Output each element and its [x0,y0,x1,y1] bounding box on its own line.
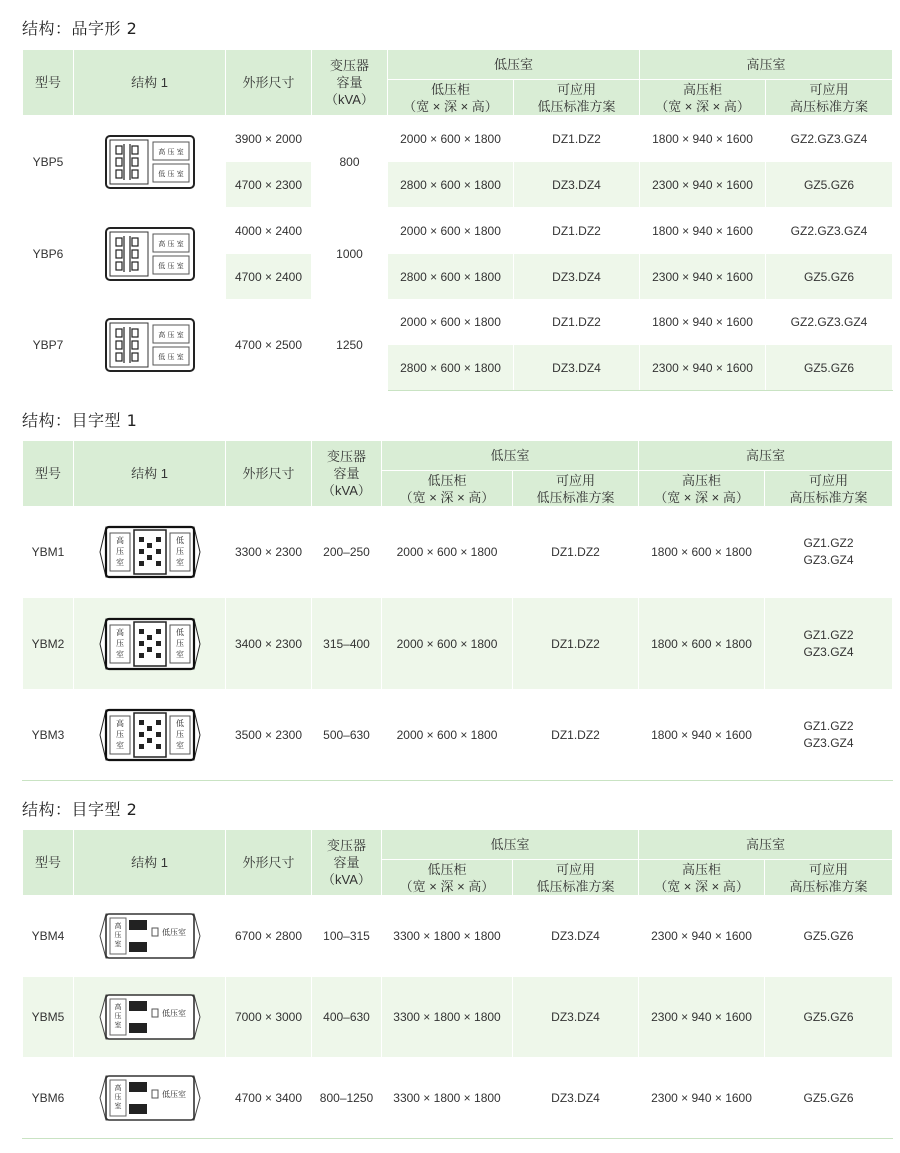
structure-diagram [74,116,226,208]
high-cabinet-cell: 2300 × 940 × 1600 [639,896,765,977]
structure-diagram [74,507,226,598]
spec-table-muzixing-1 [22,440,893,781]
muzi2-layout-diagram [98,1072,202,1124]
table-row [23,598,893,690]
header-low-scheme: 可应用 低压标准方案 [513,860,639,896]
high-scheme-cell: GZ2.GZ3.GZ4 [766,300,893,345]
high-cabinet-cell: 1800 × 940 × 1600 [640,300,766,345]
low-scheme-cell: DZ3.DZ4 [514,162,640,208]
svg-text:高压室: 高压室 [115,536,124,567]
model-cell: YBM1 [23,507,74,598]
high-cabinet-cell: 1800 × 940 × 1600 [640,208,766,254]
header-high-cabinet: 高压柜 （宽 × 深 × 高） [639,471,765,507]
high-scheme-cell: GZ1.GZ2 GZ3.GZ4 [765,598,893,690]
low-cabinet-cell: 2800 × 600 × 1800 [388,345,514,391]
header-model: 型号 [23,830,74,896]
header-high-room: 高压室 [640,50,893,80]
svg-text:低压室: 低压室 [175,627,184,659]
capacity-cell: 100–315 [312,896,382,977]
muzi-layout-diagram [98,704,202,766]
low-scheme-cell: DZ1.DZ2 [514,300,640,345]
header-model: 型号 [23,441,74,507]
header-high-scheme: 可应用 高压标准方案 [765,860,893,896]
svg-text:高 压 室: 高 压 室 [157,331,184,339]
structure-diagram [74,977,226,1058]
dimension-cell: 3300 × 2300 [226,507,312,598]
low-cabinet-cell: 3300 × 1800 × 1800 [382,977,513,1058]
header-dimensions: 外形尺寸 [226,50,312,116]
header-structure: 结构 1 [74,441,226,507]
header-low-cabinet: 低压柜 （宽 × 深 × 高） [388,80,514,116]
header-capacity: 变压器 容量 （kVA） [312,830,382,896]
svg-text:高 压 室: 高 压 室 [157,147,184,156]
dimension-cell: 4700 × 2400 [226,254,312,300]
header-low-scheme: 可应用 低压标准方案 [514,80,640,116]
header-low-room: 低压室 [382,441,639,471]
high-cabinet-cell: 1800 × 940 × 1600 [639,690,765,781]
capacity-cell: 800–1250 [312,1058,382,1139]
svg-text:低压室: 低压室 [161,928,186,937]
high-cabinet-cell: 2300 × 940 × 1600 [640,162,766,208]
high-cabinet-cell: 2300 × 940 × 1600 [639,1058,765,1139]
high-scheme-cell: GZ1.GZ2 GZ3.GZ4 [765,507,893,598]
model-cell: YBM2 [23,598,74,690]
dimension-cell: 7000 × 3000 [226,977,312,1058]
table-row [23,690,893,781]
table-row [23,1058,893,1139]
structure-diagram [74,1058,226,1139]
structure-diagram [74,300,226,391]
svg-text:低压室: 低压室 [175,536,184,567]
capacity-cell: 315–400 [312,598,382,690]
low-cabinet-cell: 3300 × 1800 × 1800 [382,896,513,977]
svg-text:低压室: 低压室 [175,719,184,750]
dimension-cell: 4700 × 3400 [226,1058,312,1139]
low-cabinet-cell: 2800 × 600 × 1800 [388,162,514,208]
table-row [23,208,893,254]
high-cabinet-cell: 2300 × 940 × 1600 [640,345,766,391]
spec-table-muzixing-2 [22,829,893,1139]
high-scheme-cell: GZ5.GZ6 [766,254,893,300]
high-scheme-cell: GZ5.GZ6 [765,896,893,977]
model-cell: YBP5 [23,116,74,208]
high-scheme-cell: GZ2.GZ3.GZ4 [766,208,893,254]
header-model: 型号 [23,50,74,116]
low-cabinet-cell: 3300 × 1800 × 1800 [382,1058,513,1139]
low-cabinet-cell: 2000 × 600 × 1800 [382,507,513,598]
muzi-layout-diagram [98,521,202,583]
low-scheme-cell: DZ1.DZ2 [514,208,640,254]
structure-diagram [74,598,226,690]
header-capacity: 变压器 容量 （kVA） [312,441,382,507]
high-cabinet-cell: 2300 × 940 × 1600 [640,254,766,300]
svg-text:低压室: 低压室 [161,1009,186,1018]
section-title-muzixing-2: 结构：目字型 2 [22,800,138,819]
structure-diagram [74,896,226,977]
low-cabinet-cell: 2000 × 600 × 1800 [382,690,513,781]
capacity-cell: 400–630 [312,977,382,1058]
dimension-cell: 3500 × 2300 [226,690,312,781]
header-high-scheme: 可应用 高压标准方案 [766,80,893,116]
header-structure: 结构 1 [74,830,226,896]
low-cabinet-cell: 2000 × 600 × 1800 [382,598,513,690]
dimension-cell: 6700 × 2800 [226,896,312,977]
header-dimensions: 外形尺寸 [226,441,312,507]
svg-text:高压室: 高压室 [115,719,124,750]
capacity-cell: 200–250 [312,507,382,598]
low-scheme-cell: DZ3.DZ4 [513,896,639,977]
svg-text:高压室: 高压室 [114,922,121,948]
low-scheme-cell: DZ1.DZ2 [513,690,639,781]
section-title-pinzixing: 结构：品字形 2 [22,19,138,38]
structure-diagram [74,690,226,781]
dimension-cell: 3400 × 2300 [226,598,312,690]
capacity-cell: 800 [312,116,388,208]
dimension-cell: 4700 × 2500 [226,300,312,391]
header-high-room: 高压室 [639,830,893,860]
svg-text:低 压 室: 低 压 室 [157,353,184,361]
header-low-cabinet: 低压柜 （宽 × 深 × 高） [382,860,513,896]
low-scheme-cell: DZ3.DZ4 [514,345,640,391]
svg-text:高压室: 高压室 [114,1084,121,1110]
spec-table-pinzixing [22,49,893,391]
svg-text:高压室: 高压室 [115,627,124,659]
low-scheme-cell: DZ1.DZ2 [514,116,640,162]
structure-diagram [74,208,226,300]
capacity-cell: 500–630 [312,690,382,781]
low-cabinet-cell: 2000 × 600 × 1800 [388,116,514,162]
low-cabinet-cell: 2000 × 600 × 1800 [388,208,514,254]
model-cell: YBM6 [23,1058,74,1139]
low-scheme-cell: DZ1.DZ2 [513,598,639,690]
svg-text:低 压 室: 低 压 室 [157,261,184,270]
low-scheme-cell: DZ3.DZ4 [514,254,640,300]
header-high-cabinet: 高压柜 （宽 × 深 × 高） [640,80,766,116]
pinzi-layout-diagram [104,132,196,192]
header-capacity: 变压器 容量 （kVA） [312,50,388,116]
model-cell: YBP6 [23,208,74,300]
header-low-room: 低压室 [388,50,640,80]
dimension-cell: 3900 × 2000 [226,116,312,162]
table-row [23,977,893,1058]
header-low-room: 低压室 [382,830,639,860]
model-cell: YBM5 [23,977,74,1058]
table-row [23,507,893,598]
high-cabinet-cell: 2300 × 940 × 1600 [639,977,765,1058]
high-scheme-cell: GZ5.GZ6 [766,345,893,391]
high-scheme-cell: GZ5.GZ6 [766,162,893,208]
table-row [23,896,893,977]
table-row [23,300,893,345]
table-row [23,116,893,162]
header-structure: 结构 1 [74,50,226,116]
muzi-layout-diagram [98,613,202,675]
pinzi-layout-diagram [104,315,196,375]
muzi2-layout-diagram [98,910,202,962]
low-scheme-cell: DZ3.DZ4 [513,977,639,1058]
low-scheme-cell: DZ1.DZ2 [513,507,639,598]
header-high-room: 高压室 [639,441,893,471]
section-title-muzixing-1: 结构：目字型 1 [22,411,138,430]
header-low-scheme: 可应用 低压标准方案 [513,471,639,507]
capacity-cell: 1000 [312,208,388,300]
pinzi-layout-diagram [104,224,196,284]
muzi2-layout-diagram [98,991,202,1043]
header-low-cabinet: 低压柜 （宽 × 深 × 高） [382,471,513,507]
high-cabinet-cell: 1800 × 940 × 1600 [640,116,766,162]
svg-text:低压室: 低压室 [161,1090,186,1099]
dimension-cell: 4700 × 2300 [226,162,312,208]
low-cabinet-cell: 2800 × 600 × 1800 [388,254,514,300]
model-cell: YBM3 [23,690,74,781]
high-scheme-cell: GZ2.GZ3.GZ4 [766,116,893,162]
header-dimensions: 外形尺寸 [226,830,312,896]
high-cabinet-cell: 1800 × 600 × 1800 [639,598,765,690]
header-high-cabinet: 高压柜 （宽 × 深 × 高） [639,860,765,896]
header-high-scheme: 可应用 高压标准方案 [765,471,893,507]
svg-text:高压室: 高压室 [114,1003,121,1029]
capacity-cell: 1250 [312,300,388,391]
low-cabinet-cell: 2000 × 600 × 1800 [388,300,514,345]
dimension-cell: 4000 × 2400 [226,208,312,254]
high-scheme-cell: GZ1.GZ2 GZ3.GZ4 [765,690,893,781]
high-cabinet-cell: 1800 × 600 × 1800 [639,507,765,598]
low-scheme-cell: DZ3.DZ4 [513,1058,639,1139]
svg-text:低 压 室: 低 压 室 [157,169,184,178]
model-cell: YBP7 [23,300,74,391]
high-scheme-cell: GZ5.GZ6 [765,1058,893,1139]
svg-text:高 压 室: 高 压 室 [157,239,184,248]
high-scheme-cell: GZ5.GZ6 [765,977,893,1058]
model-cell: YBM4 [23,896,74,977]
